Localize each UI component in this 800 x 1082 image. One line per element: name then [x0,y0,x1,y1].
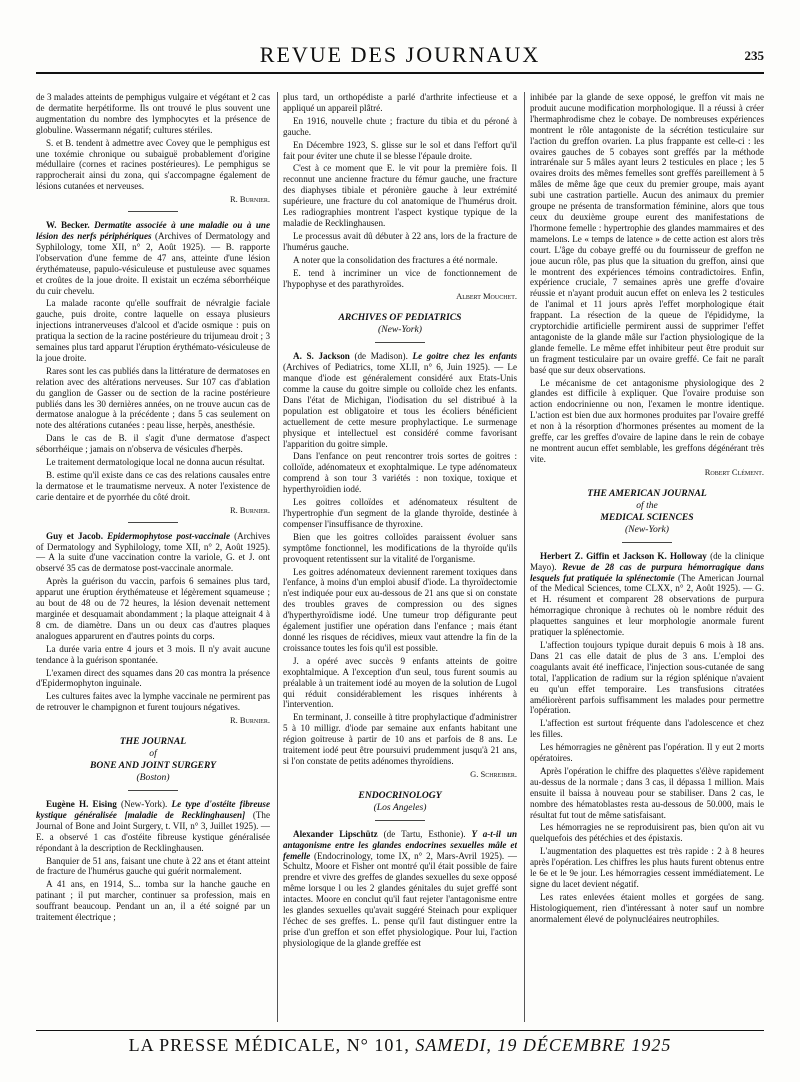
journal-name: THE AMERICAN JOURNAL [587,487,707,499]
article-columns [36,92,764,1027]
paragraph: Après la guérison du vaccin, parfois 6 semaines plus tard, apparut une éruption érythémateuse et légèrement squameuse ; au bout de 48 ou de 72 heures, la lésion devenait nettement marginée et desquamait abondamment ; la plaque atteignait 4 à 8 cm. de diamètre. Dans un ou deux cas d'autres plaques analogues apparurent en d'autres points du corps. [36,576,270,641]
article-author: Herbert Z. Giffin et Jackson K. Holloway [540,550,707,561]
article-lead [283,829,517,949]
journal-name-sub: MEDICAL SCIENCES [600,511,694,523]
separator [375,820,425,821]
article-title: Le goitre chez les enfants [412,351,517,362]
author-signature: R. Burnier. [229,504,270,515]
paragraph: Les goitres colloïdes et adénomateux résultent de l'hypertrophie d'un segment de la glande thyroïde, destinée à compenser l'insuffisance de thyroxine. [283,497,517,529]
paragraph: Les rates enlevées étaient molles et gorgées de sang. Histologiquement, rien d'intéressant à noter sauf un nombre anormalement élevé de polynucléaires neutrophiles. [530,891,764,924]
article-location: (New-York). [121,799,168,810]
journal-name: THE JOURNAL [119,736,187,748]
separator [128,522,178,523]
article-reference: (The American Journal of the Medical Sciences, tome CLXX, n° 2, Août 1925). — G. et H. résument et comparent 28 observations de purpura hémorragique chronique à rechutes où le nombre réduit des plaquettes sanguines et leur morphologie anormale furent pratiquer la splénectomie. [530,572,764,638]
paragraph: Les goitres adénomateux deviennent rarement toxiques dans l'enfance, à moins d'un emploi abusif d'iode. La thyroïdectomie n'est indiquée pour eux au-dessous de 21 ans que si on constate des troubles graves de compression ou des signes d'hyperthyroïdisme iodé. Une tumeur trop défigurante peut également justifier une opération dans l'enfance ; mais étant donné les risques de récidives, mieux vaut attendre la fin de la croissance toutes les fois qu'il est possible. [283,566,517,653]
article-lead [36,220,270,296]
footer-issue-number: N° 101, [346,1035,410,1055]
article-title: Epidermophytose post-vaccinale [107,530,230,541]
article-location: (de Madison). [354,351,408,362]
separator [375,342,425,343]
paragraph: Dans l'enfance on peut rencontrer trois sortes de goitres : colloïde, adénomateux et exophtalmique. Le type adénomateux comprend à son tour 3 variétés : non toxique, toxique et hyperthyroïdien iodé. [283,451,517,495]
article-lead [36,799,270,854]
column-2 [283,92,517,1027]
paragraph: Le mécanisme de cet antagonisme physiologique des 2 glandes est difficile à expliquer. Que l'ovaire produise son action endocrinienne ou non, l'examen le montre identique. L'action est bien due aux hormones produites par l'ovaire greffé et non à la résorption d'hormones présentes au moment de la greffe, car les greffes d'ovaire de lapine dans le rein de cobaye ne montrent aucun effet semblable, les greffons dégénérant très vite. [530,377,764,464]
article-author: Alexander Lipschütz [293,828,378,839]
article-lead [36,531,270,575]
journal-heading [283,790,517,814]
paragraph: C'est à ce moment que E. le vit pour la première fois. Il reconnut une ancienne fracture du fémur gauche, une fracture des diaphyses tibiale et péronière gauche à leur extrémité supérieure, une fracture du col anatomique de l'humérus droit. Les radiographies montrent l'aspect kystique typique de la maladie de Recklinghausen. [283,163,517,228]
paragraph: Banquier de 51 ans, faisant une chute à 22 ans et étant atteint de fracture de l'humérus gauche qui guérit normalement. [36,855,270,877]
paragraph: A 41 ans, en 1914, S... tomba sur la hanche gauche en patinant ; il put marcher, continuer sa profession, mais en souffrant beaucoup. Pendant un an, il a été soigné par un traitement électrique ; [36,879,270,923]
author-signature: Robert Clément. [704,466,764,477]
page-title: REVUE DES JOURNAUX [259,42,541,67]
paragraph: Les hémorragies ne se reproduisirent pas, bien qu'on ait vu quelquefois des pétéchies et des épistaxis. [530,822,764,844]
paragraph: J. a opéré avec succès 9 enfants atteints de goitre exophtalmique. A l'exception d'un seul, tous furent soumis au préalable à un traitement iodé au moyen de la solution de Lugol qui réduit considérablement les risques inhérents à l'intervention. [283,655,517,710]
paragraph: En Décembre 1923, S. glisse sur le sol et dans l'effort qu'il fait pour éviter une chute il se blesse l'épaule droite. [283,139,517,161]
article-reference: (Archives of Dermatology and Syphilology, tome XII, n° 2, Août 1925). — A la suite d'une vaccination contre la variole, G. et J. ont observé 35 cas de dermatose post-vaccinale anormale. [36,530,270,574]
footer-journal: LA PRESSE MÉDICALE, [128,1035,342,1055]
paragraph: En terminant, J. conseille à titre prophylactique d'administrer 5 à 10 milligr. d'iode par semaine aux enfants habitant une région goitreuse à partir de 10 ans et parfois de 8 ans. Le traitement iodé peut être poursuivi prudemment jusqu'à 21 ans, si l'on constate de petits adénomes thyroïdiens. [283,712,517,766]
paragraph: Dans le cas de B. il s'agit d'une dermatose d'aspect séborrhéique ; jamais on n'observa de vésicules d'herpès. [36,433,270,455]
author-signature: G. Schreiber. [470,768,517,779]
separator [622,542,672,543]
paragraph: Rares sont les cas publiés dans la littérature de dermatoses en relation avec des altérations nerveuses. Sur 107 cas d'ablation du ganglion de Gasser ou de section de la racine postérieure publiés dans les 30 dernières années, on ne trouve aucun cas de dermatose analogue à la précédente ; dans 5 cas seulement on note des altérations cutanées : peau lisse, herpès, anesthésie. [36,365,270,431]
article-title: Revue de 28 cas de purpura hémorragique dans lesquels fut pratiquée la splénectomie [530,561,764,583]
article-lead [283,351,517,449]
author-signature: R. Burnier. [229,715,270,726]
article-reference: (Archives of Pediatrics, tome XLII, n° 6, Juin 1925). — Le manque d'iode est généralement considéré aux Etats-Unis comme la cause du goitre simple ou colloïde chez les enfants. Dans l'état de Michigan, l'iodisation du sel distribué à la population est obligatoire et tous les écoliers bénéficient actuellement de cette mesure prophylactique. Le surmenage physique et intellectuel est considéré comme favorisant l'apparition du goitre simple. [283,362,517,449]
journal-name: ARCHIVES OF PEDIATRICS [338,312,462,324]
separator [128,211,178,212]
column-3 [530,92,764,1027]
paragraph: de 3 malades atteints de pemphigus vulgaire et végétant et 2 cas de dermatite herpétiforme. Ils ont trouvé le plus souvent une augmentation du nombre des lymphocytes et la présence de globuline. Wassermann négatif; cultures stériles. [36,92,270,135]
paragraph: L'augmentation des plaquettes est très rapide : 2 à 8 heures après l'opération. Les chiffres les plus hauts furent obtenus entre le 6e et le 9e jour. Les hémorragies cessent immédiatement. Le signe du lacet devient négatif. [530,846,764,889]
article-title: Le type d'ostéite fibreuse kystique généralisée [maladie de Recklinghausen] [36,799,270,820]
paragraph: Le traitement dermatologique local ne donna aucun résultat. [46,457,265,468]
article-reference: (The Journal of Bone and Joint Surgery, t. VII, n° 3, Juillet 1925). — E. a observé 1 cas d'ostéite fibreuse kystique généralisée répondant à la description de Recklinghausen. [36,809,270,853]
paragraph: Bien que les goitres colloïdes paraissent évoluer sans symptôme fonctionnel, les modifications de la thyroïde qu'ils provoquent retentissent sur la vitalité de l'organisme. [283,531,517,564]
paragraph: Après l'opération le chiffre des plaquettes s'élève rapidement au-dessus de la normale ; dans 3 cas, il dépassa 1 million. Mais ensuite il baissa à nouveau pour se stabiliser. Dans 2 cas, le nombre des hématoblastes resta au-dessous de 50.000, mais le résultat fut tout de même satisfaisant. [530,765,764,820]
journal-city: (New-York) [625,523,669,535]
journal-name-of: of [149,748,157,760]
paragraph: L'affection toujours typique durait depuis 6 mois à 18 ans. Dans 21 cas elle datait de plus de 3 ans. L'emploi des coagulants avait été inefficace, l'injection sous-cutanée de sang total, l'application de radium sur la région splénique n'avaient eu qu'un effet temporaire. Les transfusions citratées améliorèrent parfois suffisamment les malades pour permettre l'opération. [530,639,764,716]
journal-name-sub: BONE AND JOINT SURGERY [89,760,217,772]
journal-name-of: of the [636,499,658,511]
journal-heading [36,736,270,784]
journal-city: (Los Angeles) [373,801,427,813]
paragraph: B. estime qu'il existe dans ce cas des relations causales entre la dermatose et le traumatisme nerveux. A noter l'existence de carie dentaire et de pyorrhée du côté droit. [36,470,270,502]
paragraph: Les hémorragies ne gênèrent pas l'opération. Il y eut 2 morts opératoires. [530,742,764,764]
article-lead [530,551,764,638]
article-author: W. Becker. [46,220,90,231]
column-1 [36,92,270,1027]
article-author: Eugène H. Eising [46,799,117,810]
paragraph: A noter que la consolidation des fractures a été normale. [293,254,498,265]
paragraph: S. et B. tendent à admettre avec Covey que le pemphigus est une toxémie chronique ou subaiguë probablement d'origine médullaire (cornes et racines postérieures). Le pemphigus se rapprocherait ainsi du zona, qui s'accompagne également de lésions cutanées et nerveuses. [36,137,270,192]
separator [128,790,178,791]
author-signature: R. Burnier. [229,194,270,205]
article-reference: (Endocrinology, tome IX, n° 2, Mars-Avril 1925). — Schultz, Moore et Fisher ont montré qu'il était possible de faire prendre et vivre des greffes de glandes sexuelles du sexe opposé même lorsque l ou les 2 glandes génitales du sujet greffé sont intactes. Moore en conclut qu'il faut rejeter l'antagonisme entre les glandes sexuelles qu'avait suggéré Steinach pour expliquer l'échec de ses greffes. L. pense qu'il faut distinguer entre la prise d'un greffon et son effet physiologique. Pour lui, l'action physiologique de la glande greffée est [283,850,517,948]
page-number: 235 [744,48,764,63]
journal-heading [283,312,517,336]
paragraph: Les cultures faites avec la lymphe vaccinale ne permirent pas de retrouver le champignon et furent toujours négatives. [36,691,270,713]
article-reference: (Archives of Dermatology and Syphilology, tome XII, n° 2, Août 1925). — B. rapporte l'observation d'une femme de 47 ans, atteinte d'une lésion érythémateuse, papulo-vésiculeuse et pustuleuse avec squames et croûtes de la joue droite. Il existait un eczéma séborrhéique du cuir chevelu. [36,230,270,296]
page-header [36,40,764,74]
paragraph: Le processus avait dû débuter à 22 ans, lors de la fracture de l'humérus gauche. [283,230,517,252]
paragraph: plus tard, un orthopédiste a parlé d'arthrite infectieuse et a appliqué un appareil plâtré. [283,92,517,113]
paragraph: La malade racontе qu'elle souffrait de névralgie faciale gauche, puis droite, contre laquelle on essaya plusieurs injections intranerveuses d'alcool et d'acide osmique : puis on pratiqua la section de la racine postérieure du trijumeau droit ; 3 semaines plus tard apparut l'éruption érythémato-vésiculeuse de la joue droite. [36,298,270,363]
article-title: Dermatite associée à une maladie ou à une lésion des nerfs périphériques [36,220,270,241]
article-location: (de Tartu, Esthonie). [383,828,466,839]
article-author: Guy et Jacob. [46,530,104,541]
paragraph: L'affection est surtout fréquente dans l'adolescence et chez les filles. [530,718,764,740]
page-footer [36,1030,764,1065]
journal-heading [530,488,764,536]
paragraph: inhibée par la glande de sexe opposé, le greffon vit mais ne produit aucune modification morphologique. Il a réussi à créer l'hermaphrodisme chez le cobaye. De nombreuses expériences montrent le rôle antagoniste de la sécrétion testiculaire sur l'action du greffon ovarien. La plus frappante est celle-ci : les ovaires gauches de 5 cobayes sont greffés par la méthode intrarénale sur 5 mâles ayant leurs 2 testicules en place ; les 5 ovaires droits des mêmes femelles sont greffés pareillement à 5 mâles de même âge que ceux du premier groupe, mais ayant subi une castration partielle. Aucun des animaux du premier groupe ne présenta de transformation féminine, alors que tous ceux du deuxième groupe eurent des manifestations de l'hormone femelle : hypertrophie des glandes mammaires et des mamelons. Le « temps de latence » de cette action est alors très court. L'âge du cobaye greffé ou du fournisseur de greffon ne joue aucun rôle, pas plus que la situation du greffon, ainsi que le montrent des expériences témoins contradictoires. Enfin, expérience cruciale, 7 semaines après une greffe d'ovaire réussie et n'ayant produit aucun effet on enleva les 2 testicules de l'animal et 11 jours après l'effet morphologique était frappant. La résection de la queue de l'épididyme, la cryptorchidie artificielle permirent aussi de supprimer l'effet antagoniste de la glande mâle sur l'action physiologique de la glande femelle. Le même effet inhibiteur peut être produit sur un fragment testiculaire par un ovaire greffé. Ce fait ne paraît basé que sur deux observations. [530,92,764,375]
journal-name: ENDOCRINOLOGY [358,789,442,801]
paragraph: L'examen direct des squames dans 20 cas montra la présence d'Epidermophyton inguinale. [36,667,270,689]
paragraph: En 1916, nouvelle chute ; fracture du tibia et du péroné à gauche. [283,115,517,137]
article-title: Y a-t-il un antagonisme entre les glandes endocrines sexuelles mâle et femelle [283,828,517,861]
article-author: A. S. Jackson [293,351,350,362]
journal-city: (Boston) [136,772,170,784]
paragraph: E. tend à incriminer un vice de fonctionnement de l'hypophyse et des parathyroïdes. [283,267,517,289]
author-signature: Albert Mouchet. [456,291,517,302]
journal-city: (New-York) [378,324,422,336]
article-location: (de la clinique Mayo). [530,550,764,572]
paragraph: La durée varia entre 4 jours et 3 mois. Il n'y avait aucune tendance à la guérison spontanée. [36,643,270,665]
footer-date: SAMEDI, 19 DÉCEMBRE 1925 [415,1035,672,1055]
